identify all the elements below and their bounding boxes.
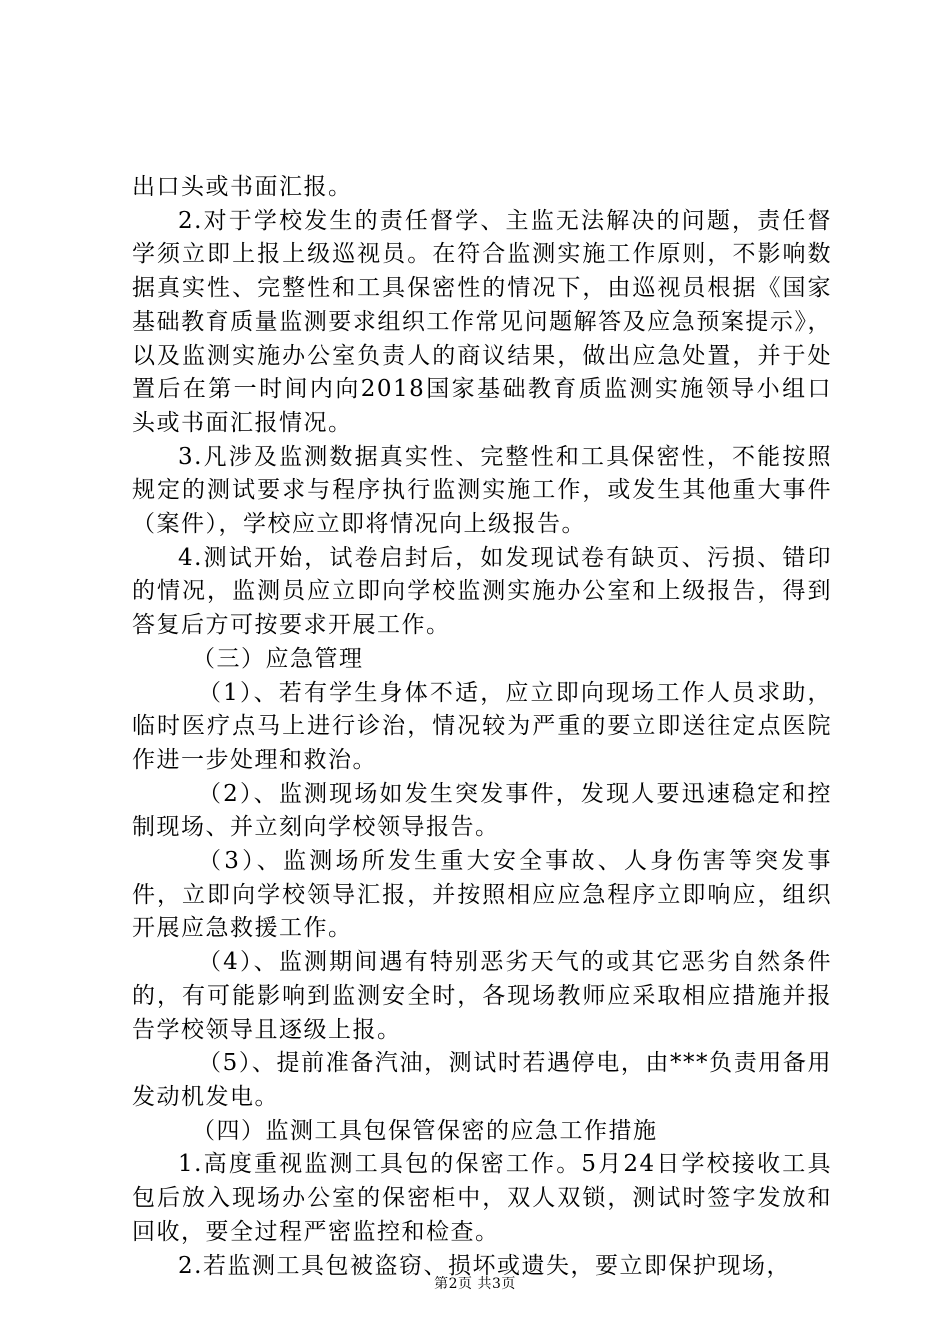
paragraph-emergency-5: （5）、提前准备汽油，测试时若遇停电，由***负责用备用发动机发电。 <box>132 1050 832 1110</box>
page-footer: 第2页 共3页 <box>434 1276 516 1292</box>
paragraph-emergency-4: （4）、监测期间遇有特别恶劣天气的或其它恶劣自然条件的，有可能影响到监测安全时，各现场教师应采取相应措施并报告学校领导且逐级上报。 <box>132 949 832 1043</box>
document-body <box>132 171 832 1283</box>
paragraph-item-2: 2.对于学校发生的责任督学、主监无法解决的问题，责任督学须立即上报上级巡视员。在符合监测实施工作原则，不影响数据真实性、完整性和工具保密性的情况下，由巡视员根据《国家基础教育质量监测要求组织工作常见问题解答及应急预案提示》，以及监测实施办公室负责人的商议结果，做出应急处置，并于处置后在第一时间内向2018国家基础教育质监测实施领导小组口头或书面汇报情况。 <box>132 207 832 436</box>
paragraph-continuation: 出口头或书面汇报。 <box>132 174 353 200</box>
paragraph-toolkit-1: 1.高度重视监测工具包的保密工作。5月24日学校接收工具包后放入现场办公室的保密柜中，双人双锁，测试时签字发放和回收，要全过程严密监控和检查。 <box>132 1151 832 1245</box>
section-heading-toolkit-confidentiality: （四）监测工具包保管保密的应急工作措施 <box>192 1117 658 1144</box>
section-heading-emergency-management: （三）应急管理 <box>192 645 364 672</box>
paragraph-emergency-1: （1）、若有学生身体不适，应立即向现场工作人员求助，临时医疗点马上进行诊治，情况较为严重的要立即送往定点医院作进一步处理和救治。 <box>132 679 832 773</box>
paragraph-emergency-2: （2）、监测现场如发生突发事件，发现人要迅速稳定和控制现场、并立刻向学校领导报告。 <box>132 780 832 841</box>
paragraph-item-3: 3.凡涉及监测数据真实性、完整性和工具保密性，不能按照规定的测试要求与程序执行监测实施工作，或发生其他重大事件（案件），学校应立即将情况向上级报告。 <box>132 443 832 538</box>
paragraph-toolkit-2: 2.若监测工具包被盗窃、损坏或遗失，要立即保护现场， <box>178 1252 791 1279</box>
paragraph-item-4: 4.测试开始，试卷启封后，如发现试卷有缺页、污损、错印的情况，监测员应立即向学校监测实施办公室和上级报告，得到答复后方可按要求开展工作。 <box>132 544 832 639</box>
paragraph-emergency-3: （3）、监测场所发生重大安全事故、人身伤害等突发事件，立即向学校领导汇报，并按照相应应急程序立即响应，组织开展应急救援工作。 <box>132 848 832 942</box>
